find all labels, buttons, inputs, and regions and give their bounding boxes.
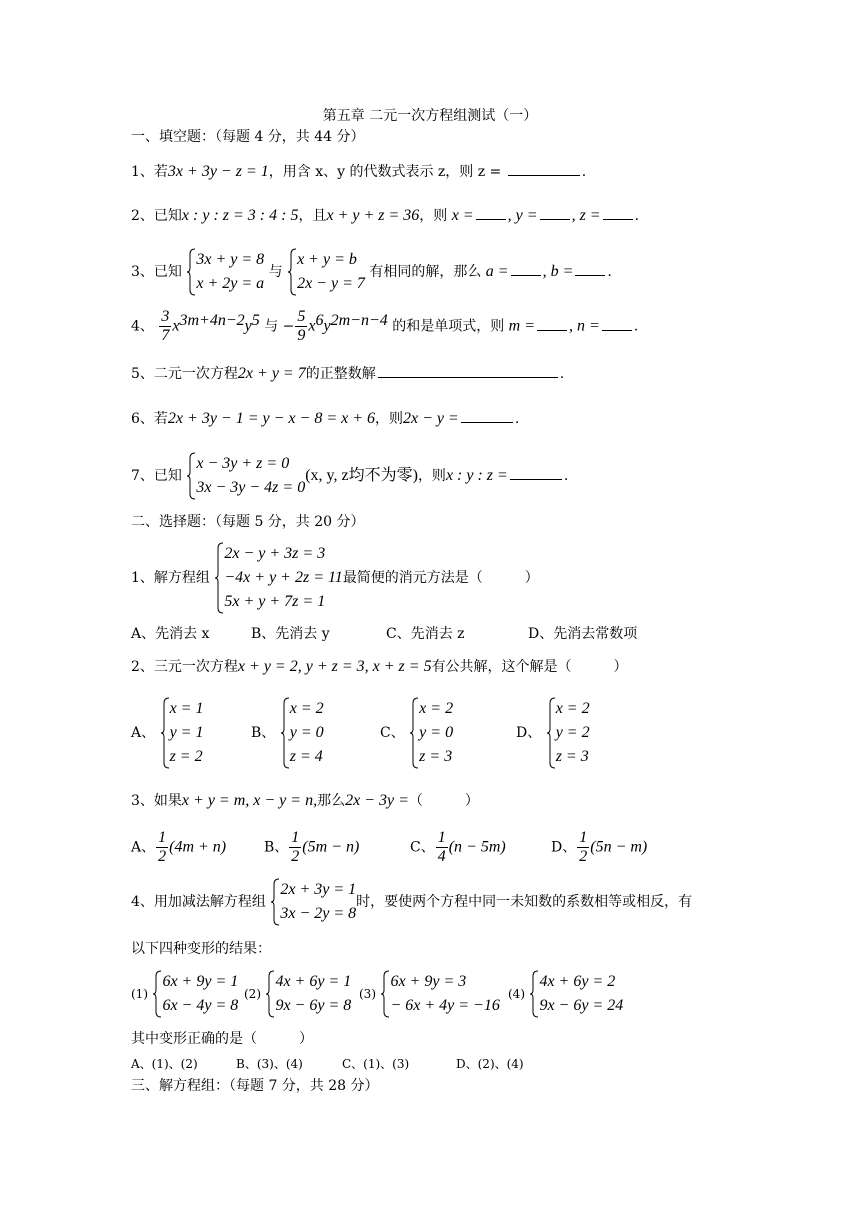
answer-blank[interactable] xyxy=(510,465,562,480)
variant-system: 6x + 9y = 3 − 6x + 4y = −16 xyxy=(380,970,499,1018)
brace-icon xyxy=(546,697,556,769)
option-b[interactable]: B、 x = 2 y = 0 z = 4 xyxy=(251,697,324,769)
question-2-4-continued: 以下四种变形的结果： xyxy=(131,941,271,957)
brace-icon xyxy=(265,970,275,1018)
question-1-5: 5、二元一次方程2x + y = 7的正整数解 . xyxy=(131,365,565,382)
option-b[interactable]: B、 $\frac{1}{2}$ (5m − n) xyxy=(264,829,360,865)
answer-blank-m[interactable] xyxy=(537,316,567,331)
fraction: $\frac{1}{2}$ xyxy=(291,829,300,865)
option-c[interactable]: C、(1)、(3) xyxy=(342,1057,410,1071)
answer-blank-n[interactable] xyxy=(602,316,632,331)
variant-2: (2) 4x + 6y = 1 9x − 6y = 8 xyxy=(244,970,351,1018)
solution-system: x = 2 y = 2 z = 3 xyxy=(546,697,590,769)
section-3-heading: 三、解方程组：（每题 7 分，共 28 分） xyxy=(131,1078,379,1094)
option-d[interactable]: D、 x = 2 y = 2 z = 3 xyxy=(516,697,590,769)
brace-icon xyxy=(409,697,419,769)
option-c[interactable]: C、 x = 2 y = 0 z = 3 xyxy=(380,697,453,769)
question-2-4-ask: 其中变形正确的是（ ） xyxy=(131,1031,313,1047)
system: x − 3y + z = 0 3x − 3y − 4z = 0 xyxy=(186,452,305,500)
fraction: $\frac{1}{2}$ xyxy=(158,829,167,865)
answer-blank[interactable] xyxy=(461,408,513,423)
answer-blank[interactable] xyxy=(378,363,558,378)
brace-icon xyxy=(280,697,290,769)
variant-4: (4) 4x + 6y = 2 9x − 6y = 24 xyxy=(508,970,623,1018)
brace-icon xyxy=(186,248,196,296)
variant-1: (1) 6x + 9y = 1 6x − 4y = 8 xyxy=(131,970,238,1018)
question-1-2: 2、已知x : y : z = 3 : 4 : 5，且x + y + z = 36，则 x = , y = , z = . xyxy=(131,207,640,224)
fraction: $\frac{1}{4}$ xyxy=(437,829,446,865)
solution-system: x = 2 y = 0 z = 4 xyxy=(280,697,324,769)
option-c[interactable]: C、先消去 z xyxy=(386,626,465,642)
page-title: 第五章 二元一次方程组测试（一） xyxy=(322,108,538,124)
question-2-3: 3、如果x + y = m, x − y = n,那么2x − 3y =（ ） xyxy=(131,792,479,809)
answer-blank-a[interactable] xyxy=(511,261,541,276)
system: 2x − y + 3z = 3 −4x + y + 2z = 11 5x + y + 7z = 1 xyxy=(214,542,342,614)
variant-system: 4x + 6y = 1 9x − 6y = 8 xyxy=(265,970,351,1018)
question-1-6: 6、若2x + 3y − 1 = y − x − 8 = x + 6，则2x − y = . xyxy=(131,410,520,427)
option-b[interactable]: B、先消去 y xyxy=(251,626,330,642)
brace-icon xyxy=(270,878,280,926)
system-a: 3x + y = 8 x + 2y = a xyxy=(186,248,264,296)
brace-icon xyxy=(214,542,224,614)
question-2-1: 1、解方程组 2x − y + 3z = 3 −4x + y + 2z = 11 5x + y + 7z = 1 最简便的消元方法是（ ） xyxy=(131,542,539,614)
section-2-heading: 二、选择题：（每题 5 分，共 20 分） xyxy=(131,514,365,530)
answer-blank-y[interactable] xyxy=(540,205,570,220)
option-a[interactable]: A、 x = 1 y = 1 z = 2 xyxy=(131,697,203,769)
question-1-1: 1、若3x + 3y − z = 1，用含 x、y 的代数式表示 z，则 z = . xyxy=(131,163,587,180)
fraction: $\frac{3}{7}$ xyxy=(161,308,170,344)
variant-3: (3) 6x + 9y = 3 − 6x + 4y = −16 xyxy=(359,970,500,1018)
brace-icon xyxy=(152,970,162,1018)
answer-blank-b[interactable] xyxy=(575,261,605,276)
question-2-4: 4、用加减法解方程组 2x + 3y = 1 3x − 2y = 8 时，要使两个方程中同一未知数的系数相等或相反，有 xyxy=(131,878,692,926)
option-a[interactable]: A、先消去 x xyxy=(131,626,210,642)
answer-blank-z[interactable] xyxy=(603,205,633,220)
question-1-4: 4、 $\frac{3}{7}$ $x^{3m+4n-2}y^5$ 与 − $\frac{5}{9}$ $x^6y^{2m-n-4}$ 的和是单项式，则 m = , n = . xyxy=(131,308,639,344)
variant-system: 4x + 6y = 2 9x − 6y = 24 xyxy=(529,970,623,1018)
system: 2x + 3y = 1 3x − 2y = 8 xyxy=(270,878,356,926)
solution-system: x = 1 y = 1 z = 2 xyxy=(160,697,204,769)
option-b[interactable]: B、(3)、(4) xyxy=(236,1057,303,1071)
section-1-heading: 一、填空题：（每题 4 分，共 44 分） xyxy=(131,129,365,145)
option-d[interactable]: D、 $\frac{1}{2}$ (5n − m) xyxy=(551,829,648,865)
question-2-2: 2、三元一次方程x + y = 2, y + z = 3, x + z = 5有公共解，这个解是（ ） xyxy=(131,658,628,675)
fraction: $\frac{1}{2}$ xyxy=(579,829,588,865)
answer-blank-x[interactable] xyxy=(476,205,506,220)
answer-blank[interactable] xyxy=(508,161,580,176)
option-d[interactable]: D、先消去常数项 xyxy=(528,626,638,642)
brace-icon xyxy=(160,697,170,769)
fraction: $\frac{5}{9}$ xyxy=(297,308,306,344)
option-a[interactable]: A、(1)、(2) xyxy=(131,1057,198,1071)
brace-icon xyxy=(529,970,539,1018)
option-d[interactable]: D、(2)、(4) xyxy=(456,1057,524,1071)
system-b: x + y = b 2x − y = 7 xyxy=(287,248,365,296)
variant-system: 6x + 9y = 1 6x − 4y = 8 xyxy=(152,970,238,1018)
question-1-7: 7、已知 x − 3y + z = 0 3x − 3y − 4z = 0 (x, y, z均不为零)，则x : y : z = . xyxy=(131,452,568,500)
solution-system: x = 2 y = 0 z = 3 xyxy=(409,697,453,769)
brace-icon xyxy=(380,970,390,1018)
question-1-3: 3、已知 3x + y = 8 x + 2y = a 与 x + y = b 2x − y = 7 有相同的解，那么 a = , b = . xyxy=(131,248,612,296)
brace-icon xyxy=(186,452,196,500)
option-c[interactable]: C、 $\frac{1}{4}$ (n − 5m) xyxy=(410,829,506,865)
option-a[interactable]: A、 $\frac{1}{2}$ (4m + n) xyxy=(131,829,227,865)
brace-icon xyxy=(287,248,297,296)
